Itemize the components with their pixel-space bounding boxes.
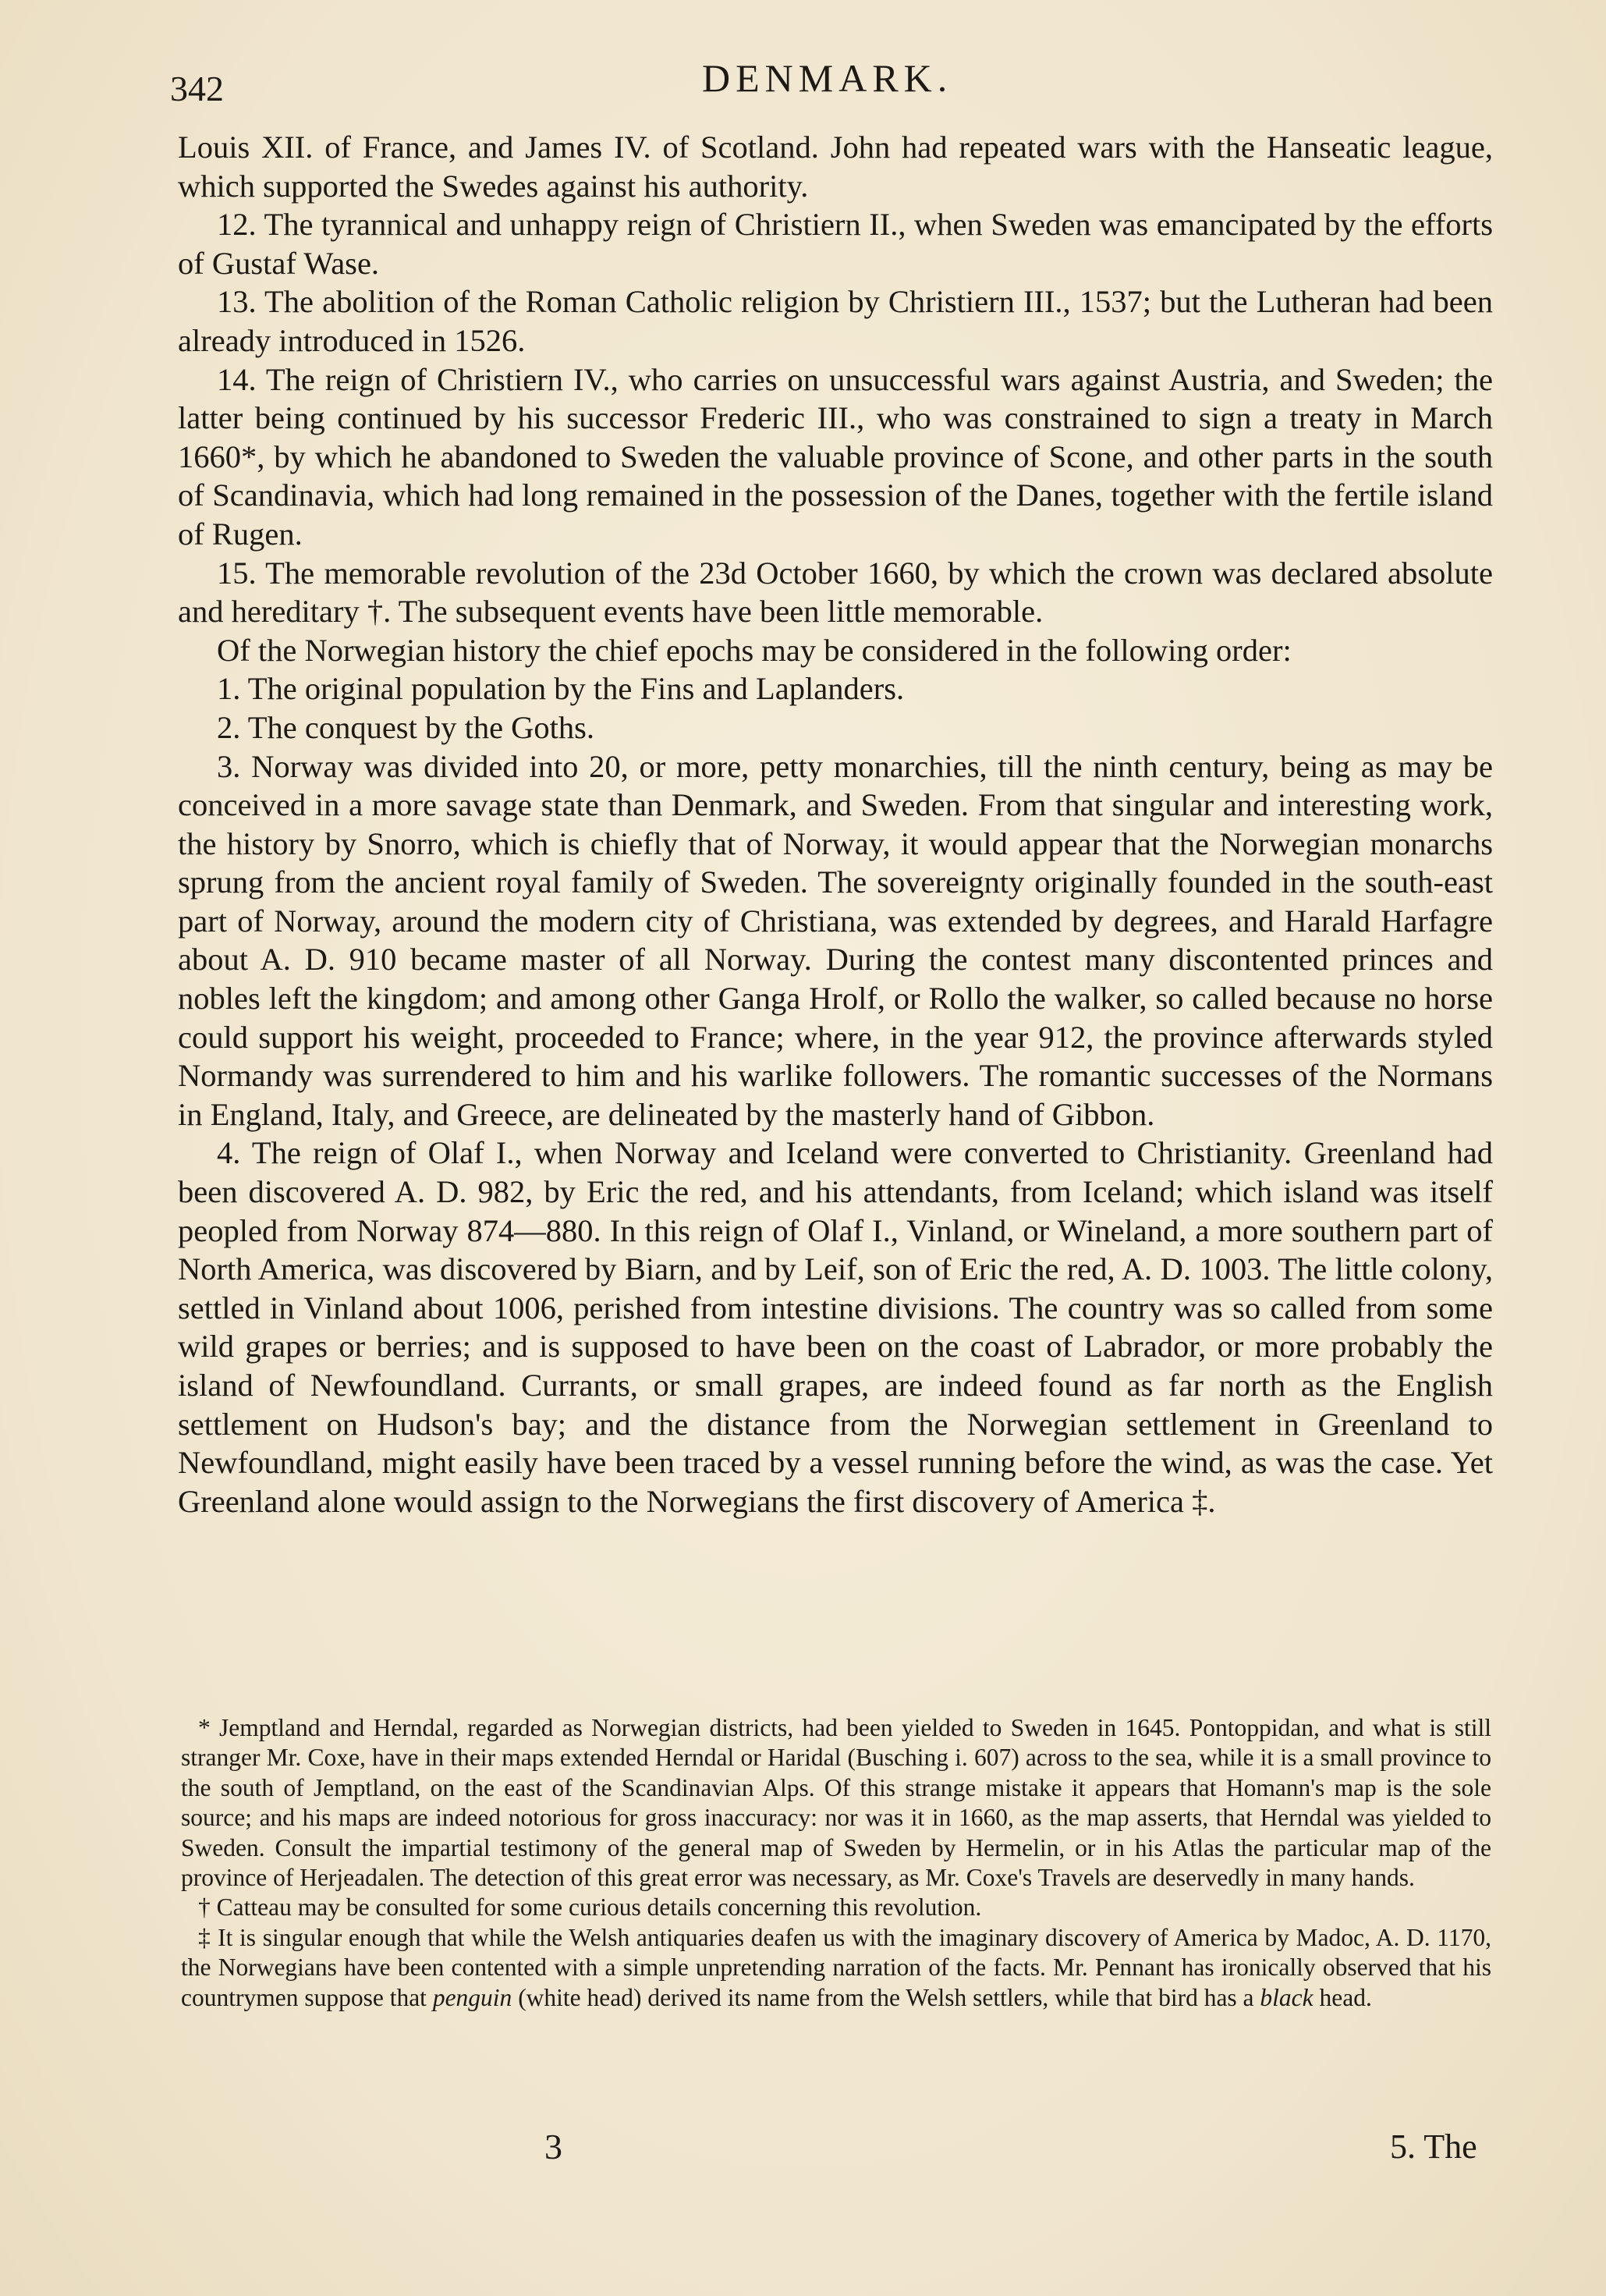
footnote-text: head. (1313, 1983, 1372, 2011)
paragraph-norway-3: 3. Norway was divided into 20, or more, petty monarchies, till the ninth century, being as may be conceived in a more savage state than Denmark, and Sweden. From that singular and interesting work, the history by Snorro, which is chiefly that of Norway, it would appear that the Norwegian monarchs sprung from the ancient royal family of Sweden. The sovereignty originally founded in the south-east part of Norway, around the modern city of Christiana, was extended by degrees, and Harald Harfagre about A. D. 910 became master of all Norway. During the contest many discontented princes and nobles left the kingdom; and among other Ganga Hrolf, or Rollo the walker, so called because no horse could support his weight, proceeded to France; where, in the year 912, the province afterwards styled Normandy was surrendered to him and his warlike followers. The romantic successes of the Normans in England, Italy, and Greece, are delineated by the masterly hand of Gibbon. (178, 748, 1493, 1132)
paragraph-continuation: Louis XII. of France, and James IV. of Scotland. John had repeated wars with the Hanseatic league, which supported the Swedes against his authority. (178, 130, 1493, 204)
paragraph-norway-1: 1. The original population by the Fins and Laplanders. (217, 671, 905, 707)
page-number: 342 (170, 69, 224, 108)
footnote-dagger: † Catteau may be consulted for some curious details concerning this revolution. (198, 1893, 982, 1922)
footnote-text: ‡ It is singular enough that while the Welsh antiquaries deafen us with the imaginary discovery of America by Madoc, A. D. 1170, the Norwegians have been contented with a simple unpretending narration of the facts. Mr. Pennant has ironically observed that his countrymen suppose that (181, 1923, 1491, 2011)
footnotes (181, 1713, 1491, 2013)
paragraph-epoch-14: 14. The reign of Christiern IV., who carries on unsuccessful wars against Austria, and Sweden; the latter being continued by his successor Frederic III., who was constrained to sign a treaty in March 1660*, by which he abandoned to Sweden the valuable province of Scone, and other parts in the south of Scandinavia, which had long remained in the possession of the Danes, together with the fertile island of Rugen. (178, 361, 1493, 552)
footnote-double-dagger (181, 1923, 1491, 2013)
footnote-text: (white head) derived its name from the Welsh settlers, while that bird has a (512, 1983, 1260, 2011)
running-title: DENMARK. (702, 56, 953, 100)
italic-word: penguin (432, 1983, 512, 2011)
paragraph-norway-4: 4. The reign of Olaf I., when Norway and Iceland were converted to Christianity. Greenland had been discovered A. D. 982, by Eric the red, and his attendants, from Iceland; which island was itself peopled from Norway 874—880. In this reign of Olaf I., Vinland, or Wineland, a more southern part of North America, was discovered by Biarn, and by Leif, son of Eric the red, A. D. 1003. The little colony, settled in Vinland about 1006, perished from intestine divisions. The country was so called from some wild grapes or berries; and is supposed to have been on the coast of Labrador, or more probably the island of Newfoundland. Currants, or small grapes, are indeed found as far north as the English settlement on Hudson's bay; and the distance from the Norwegian settlement in Greenland to Newfoundland, might easily have been traced by a vessel running before the wind, as was the case. Yet Greenland alone would assign to the Norwegians the first discovery of America ‡. (178, 1135, 1493, 1519)
italic-word: black (1260, 1983, 1314, 2011)
paragraph-norwegian-intro: Of the Norwegian history the chief epochs may be considered in the following order: (217, 632, 1292, 668)
paragraph-norway-2: 2. The conquest by the Goths. (217, 709, 595, 745)
footnote-star: * Jemptland and Herndal, regarded as Norwegian districts, had been yielded to Sweden in 1645. Pontoppidan, and what is still stranger Mr. Coxe, have in their maps extended Herndal or Haridal (Busching i. 607) across to the sea, while it is a small province to the south of Jemptland, on the east of the Scandinavian Alps. Of this strange mistake it appears that Homann's map is the sole source; and his maps are indeed notorious for gross inaccuracy: nor was it in 1660, as the map asserts, that Herndal was yielded to Sweden. Consult the impartial testimony of the general map of Sweden by Hermelin, or in his Atlas the particular map of the province of Herjeadalen. The detection of this great error was necessary, as Mr. Coxe's Travels are deservedly in many hands. (181, 1714, 1491, 1892)
paragraph-epoch-15: 15. The memorable revolution of the 23d October 1660, by which the crown was declared absolute and hereditary †. The subsequent events have been little memorable. (178, 555, 1493, 630)
paragraph-epoch-12: 12. The tyrannical and unhappy reign of Christiern II., when Sweden was emancipated by the efforts of Gustaf Wase. (178, 207, 1493, 281)
paragraph-epoch-13: 13. The abolition of the Roman Catholic religion by Christiern III., 1537; but the Lutheran had been already introduced in 1526. (178, 284, 1493, 358)
signature-mark: 3 (544, 2127, 562, 2166)
main-text (178, 128, 1493, 1521)
catchword: 5. The (1390, 2127, 1477, 2166)
